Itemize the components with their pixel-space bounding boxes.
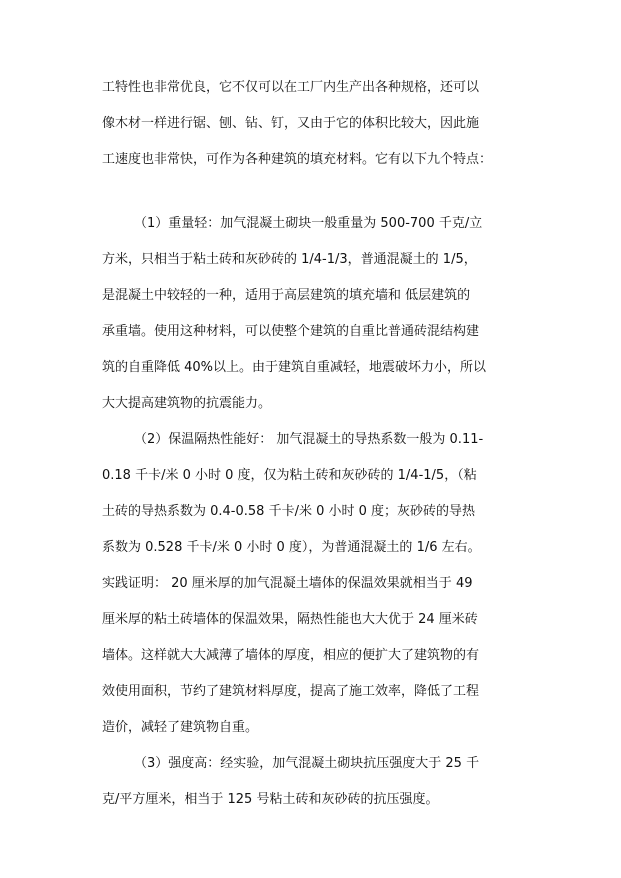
point3-line-2: 克/平方厘米，相当于 125 号粘土砖和灰砂砖的抗压强度。 (102, 792, 439, 807)
point3-line-1: （3）强度高：经实验，加气混凝土砌块抗压强度大于 25 千 (134, 756, 480, 771)
point1-line-3: 是混凝土中较轻的一种，适用于高层建筑的填充墙和 低层建筑的 (102, 288, 471, 303)
point1-line-6: 大大提高建筑物的抗震能力。 (102, 396, 272, 411)
intro-line-1: 工特性也非常优良，它不仅可以在工厂内生产出各种规格，还可以 (102, 80, 480, 95)
point2-line-5: 实践证明： 20 厘米厚的加气混凝土墙体的保温效果就相当于 49 (102, 576, 473, 591)
point1-line-1: （1）重量轻：加气混凝土砌块一般重量为 500-700 千克/立 (134, 216, 483, 231)
point1-line-4: 承重墙。使用这种材料，可以使整个建筑的自重比普通砖混结构建 (102, 324, 480, 339)
point1-line-5: 筑的自重降低 40%以上。由于建筑自重减轻，地震破坏力小，所以 (102, 360, 487, 375)
intro-line-3: 工速度也非常快，可作为各种建筑的填充材料。它有以下九个特点： (102, 152, 493, 167)
point2-line-9: 造价，减轻了建筑物自重。 (102, 720, 259, 735)
point2-line-3: 土砖的导热系数为 0.4-0.58 千卡/米 0 小时 0 度；灰砂砖的导热 (102, 504, 476, 519)
point1-line-2: 方米，只相当于粘土砖和灰砂砖的 1/4-1/3，普通混凝土的 1/5， (102, 252, 477, 267)
point2-line-8: 效使用面积，节约了建筑材料厚度，提高了施工效率，降低了工程 (102, 684, 480, 699)
point2-line-2: 0.18 千卡/米 0 小时 0 度，仅为粘土砖和灰砂砖的 1/4-1/5，（粘 (102, 468, 477, 483)
point2-line-4: 系数为 0.528 千卡/米 0 小时 0 度），为普通混凝土的 1/6 左右。 (102, 540, 481, 555)
intro-line-2: 像木材一样进行锯、刨、钻、钉，又由于它的体积比较大，因此施 (102, 116, 480, 131)
point2-line-7: 墙体。这样就大大减薄了墙体的厚度，相应的便扩大了建筑物的有 (102, 648, 480, 663)
point2-line-6: 厘米厚的粘土砖墙体的保温效果，隔热性能也大大优于 24 厘米砖 (102, 612, 478, 627)
point2-line-1: （2）保温隔热性能好： 加气混凝土的导热系数一般为 0.11- (134, 432, 484, 447)
